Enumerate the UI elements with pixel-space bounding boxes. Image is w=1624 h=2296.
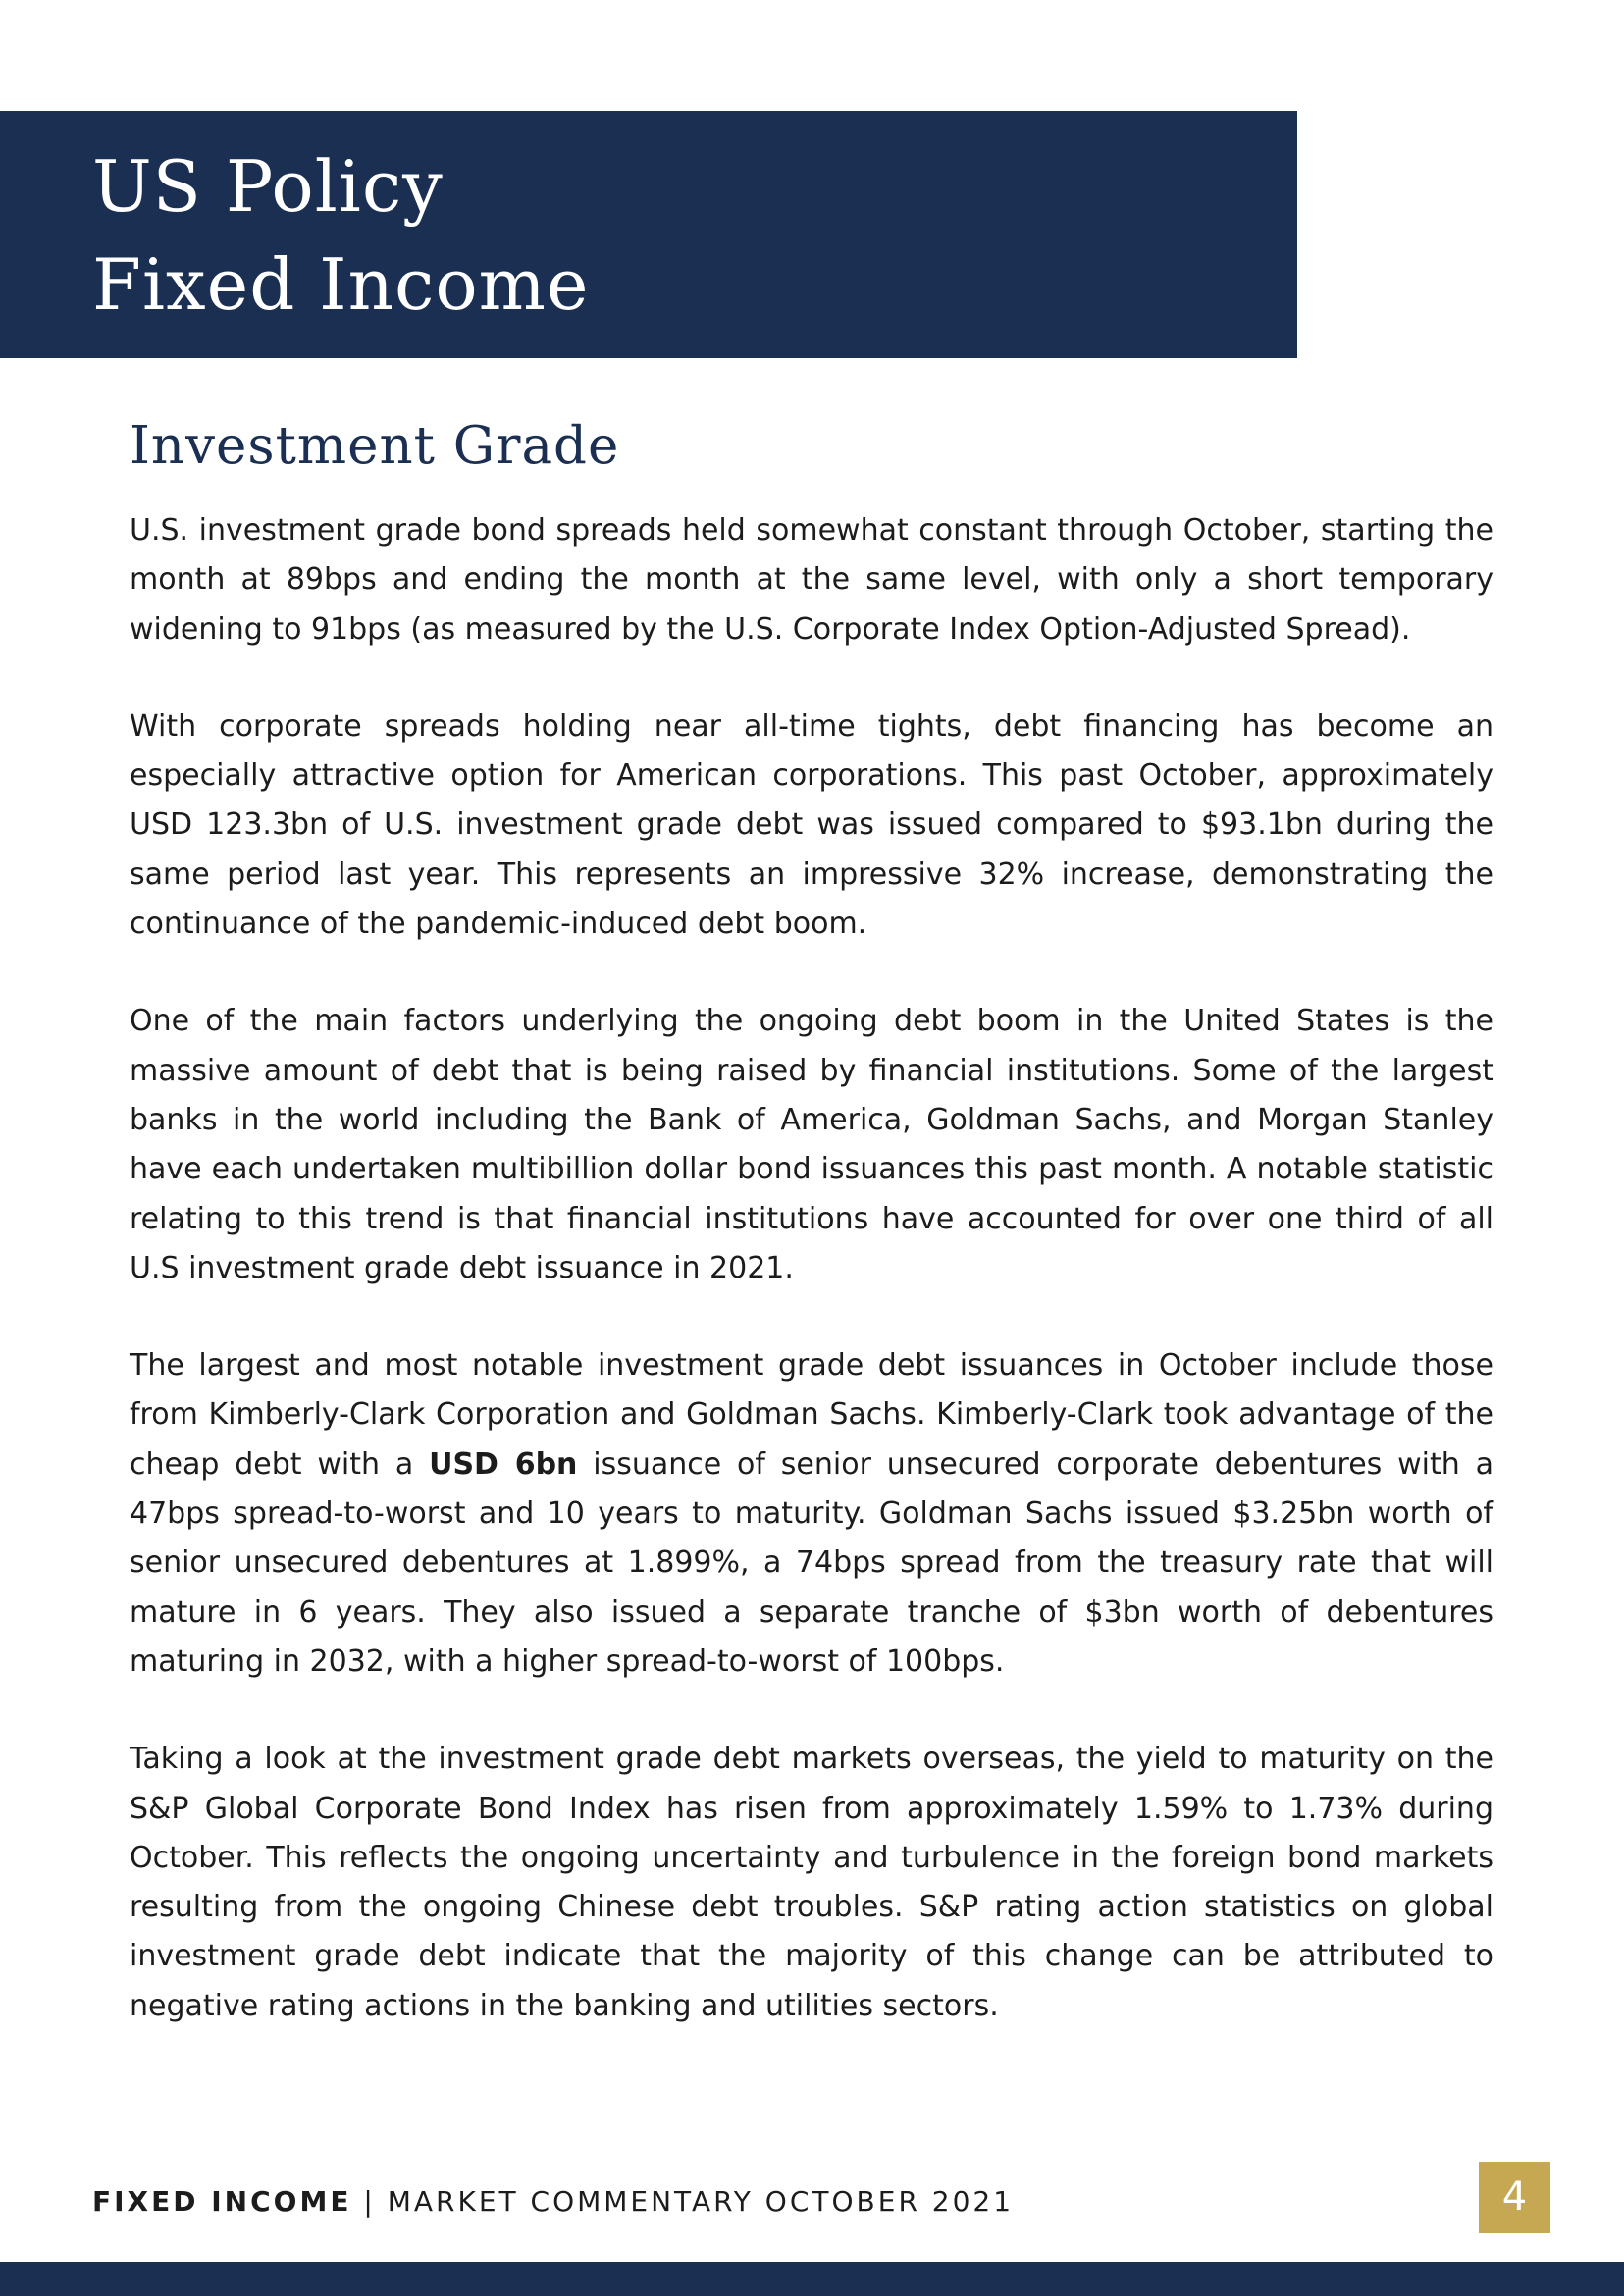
footer-publication: MARKET COMMENTARY OCTOBER 2021 — [387, 2185, 1015, 2218]
page-number-badge — [1479, 2162, 1550, 2233]
article-body — [130, 506, 1493, 2079]
footer-label — [92, 2182, 1014, 2221]
paragraph-4-text-start: The largest and most notable investment grade debt issuances in October include those from Kimberly-Clark Corporation and Goldman Sachs. Kimberly-Clark took advantage of the cheap debt with a — [130, 1348, 1493, 1482]
section-heading: Investment Grade — [130, 416, 620, 476]
footer-section-name: FIXED INCOME — [92, 2185, 352, 2218]
footer-banner — [0, 2262, 1624, 2296]
paragraph-3: One of the main factors underlying the ongoing debt boom in the United States is the massive amount of debt that is being raised by financial institutions. Some of the largest banks in the world including the Bank of America, Goldman Sachs, and Morgan Stanley have each undertaken multibillion dollar bond issuances this past month. A notable statistic relating to this trend is that financial institutions have accounted for over one third of all U.S investment grade debt issuance in 2021. — [130, 1004, 1493, 1285]
page-number: 4 — [1501, 2174, 1528, 2219]
paragraph-2: With corporate spreads holding near all-time tights, debt financing has become an especially attractive option for American corporations. This past October, approximately USD 123.3bn of U.S. investment grade debt was issued compared to $93.1bn during the same period last year. This represents an impressive 32% increase, demonstrating the continuance of the pandemic-induced debt boom. — [130, 708, 1493, 942]
paragraph-4-highlight: USD 6bn — [429, 1446, 578, 1482]
page-title-line-2: Fixed Income — [92, 243, 590, 326]
paragraph-4-text-end: issuance of senior unsecured corporate debentures with a 47bps spread-to-worst and 10 years to maturity. Goldman Sachs issued $3.25bn worth of senior unsecured debentures at 1.899%, a 74bps spread from the treasury rate that will mature in 6 years. They also issued a separate tranche of $3bn worth of debentures maturing in 2032, with a higher spread-to-worst of 100bps. — [130, 1446, 1493, 1679]
page-title-line-1: US Policy — [92, 145, 444, 228]
footer-separator: | — [351, 2185, 388, 2218]
paragraph-4 — [130, 1341, 1493, 1687]
page-title — [92, 137, 590, 334]
paragraph-1: U.S. investment grade bond spreads held somewhat constant through October, starting the month at 89bps and ending the month at the same level, with only a short temporary widening to 91bps (as measured by the U.S. Corporate Index Option-Adjusted Spread). — [130, 513, 1493, 647]
paragraph-5: Taking a look at the investment grade debt markets overseas, the yield to maturity on the S&P Global Corporate Bond Index has risen from approximately 1.59% to 1.73% during October. This reflects the ongoing uncertainty and turbulence in the foreign bond markets resulting from the ongoing Chinese debt troubles. S&P rating action statistics on global investment grade debt indicate that the majority of this change can be attributed to negative rating actions in the banking and utilities sectors. — [130, 1742, 1493, 2023]
